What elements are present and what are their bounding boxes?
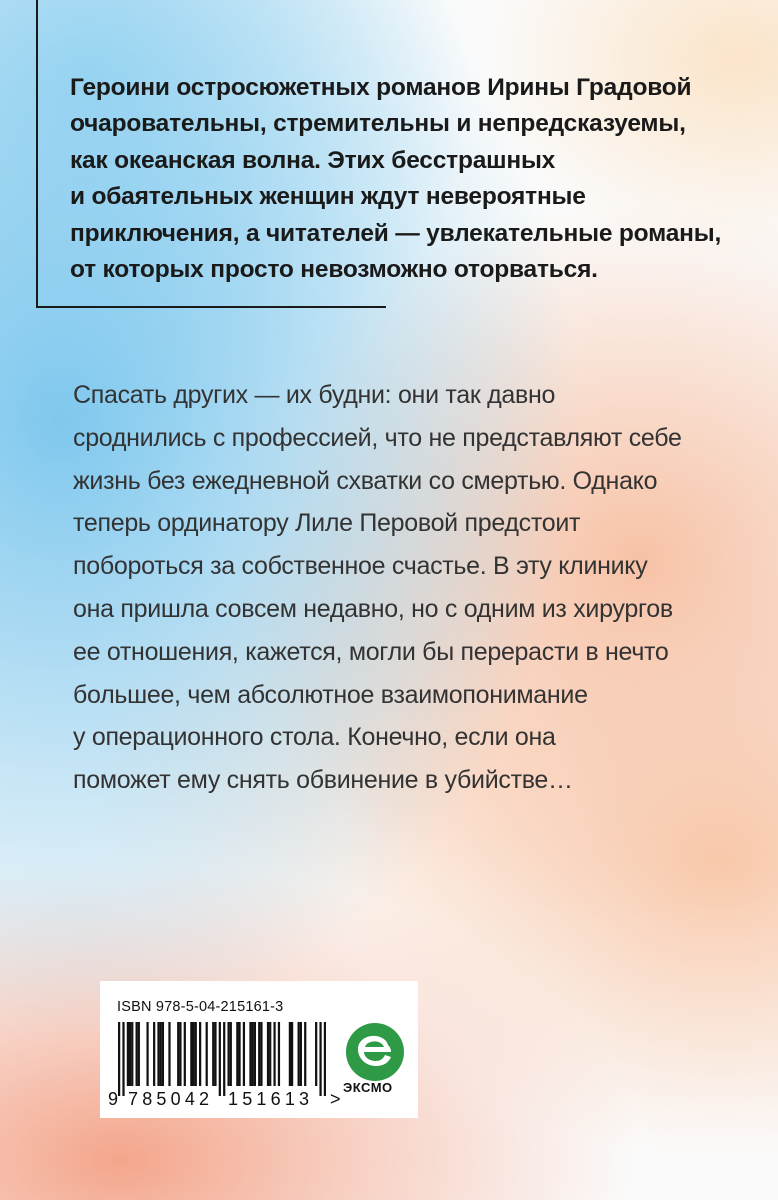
barcode-bar: [267, 1022, 269, 1086]
barcode-bar: [258, 1022, 260, 1086]
barcode-bar: [136, 1022, 138, 1086]
lead-paragraph: [70, 70, 750, 288]
barcode-bar: [153, 1022, 155, 1086]
barcode-bar: [269, 1022, 271, 1086]
barcode-bar: [212, 1022, 214, 1086]
barcode-bar: [260, 1022, 262, 1086]
barcode-bar: [199, 1022, 201, 1086]
barcode-bar: [131, 1022, 133, 1086]
barcode-bar: [195, 1022, 197, 1086]
barcode-bar: [243, 1022, 245, 1086]
barcode-bar: [278, 1022, 280, 1086]
barcode-bar: [192, 1022, 194, 1086]
barcode-bar: [160, 1022, 162, 1086]
body-line: жизнь без ежедневной схватки со смертью. Однако: [73, 466, 658, 495]
barcode-bar: [324, 1022, 326, 1096]
barcode-bar: [168, 1022, 170, 1086]
frame-line-horizontal: [36, 306, 386, 308]
barcode-arrow: >: [330, 1089, 341, 1109]
barcode-bar: [252, 1022, 254, 1086]
barcode-bar: [236, 1022, 238, 1086]
barcode-digits-right: 151613: [228, 1089, 314, 1109]
lead-line: и обаятельных женщин ждут невероятные: [70, 183, 586, 211]
barcode-bar: [162, 1022, 164, 1086]
barcode-bar: [315, 1022, 317, 1086]
body-line: Спасать других — их будни: они так давно: [73, 381, 556, 409]
barcode-bar: [298, 1022, 300, 1086]
barcode-bar: [129, 1022, 131, 1086]
isbn-label: ISBN 978-5-04-215161-3: [117, 999, 284, 1015]
barcode-bar: [118, 1022, 120, 1096]
barcode-bar: [157, 1022, 159, 1086]
barcode-bar: [184, 1022, 186, 1086]
barcode-bar: [300, 1022, 302, 1086]
barcode-bar: [230, 1022, 232, 1086]
lead-line: приключения, а читателей — увлекательные романы,: [70, 219, 722, 247]
barcode-bar: [206, 1022, 208, 1086]
barcode-bar: [138, 1022, 140, 1086]
body-line: ее отношения, кажется, могли бы перерасти в нечто: [73, 637, 669, 666]
body-line: теперь ординатору Лиле Перовой предстоит: [73, 509, 581, 538]
barcode-bar: [146, 1022, 148, 1086]
barcode-bar: [190, 1022, 192, 1086]
lead-line: от которых просто невозможно оторваться.: [70, 256, 598, 284]
barcode-digits-left: 785042: [128, 1089, 214, 1109]
barcode-bar: [249, 1022, 251, 1086]
barcode-bar: [177, 1022, 179, 1086]
barcode-bar: [289, 1022, 291, 1086]
lead-line: очаровательны, стремительны и непредсказуемы,: [70, 110, 686, 138]
body-line: у операционного стола. Конечно, если она: [73, 723, 556, 752]
barcode-bars: [118, 1022, 326, 1096]
barcode-bar: [273, 1022, 275, 1086]
barcode-bar: [179, 1022, 181, 1086]
barcode-bar: [291, 1022, 293, 1086]
frame-line-vertical: [36, 0, 38, 308]
barcode-digit-first: 9: [108, 1089, 119, 1109]
annotation-paragraph: [73, 374, 753, 802]
barcode-bar: [304, 1022, 306, 1086]
barcode-bar: [122, 1022, 124, 1096]
body-line: сроднились с профессией, что не представляют себе: [73, 423, 682, 452]
publisher-name: ЭКСМО: [343, 1080, 393, 1095]
barcode-bar: [254, 1022, 256, 1086]
lead-line: Героини остросюжетных романов Ирины Градовой: [70, 74, 692, 101]
barcode-digits: [108, 1089, 341, 1110]
barcode-bar: [227, 1022, 229, 1086]
body-line: большее, чем абсолютное взаимопонимание: [73, 680, 588, 709]
barcode-bar: [319, 1022, 321, 1096]
barcode-bar: [238, 1022, 240, 1086]
barcode-bar: [219, 1022, 221, 1096]
barcode-bar: [223, 1022, 225, 1096]
body-line: поможет ему снять обвинение в убийстве…: [73, 766, 573, 795]
barcode-bar: [127, 1022, 129, 1086]
barcode-bar: [214, 1022, 216, 1086]
lead-line: как океанская волна. Этих бесстрашных: [70, 146, 556, 174]
body-line: побороться за собственное счастье. В эту клинику: [73, 552, 648, 581]
body-line: она пришла совсем недавно, но с одним из хирургов: [73, 594, 673, 623]
